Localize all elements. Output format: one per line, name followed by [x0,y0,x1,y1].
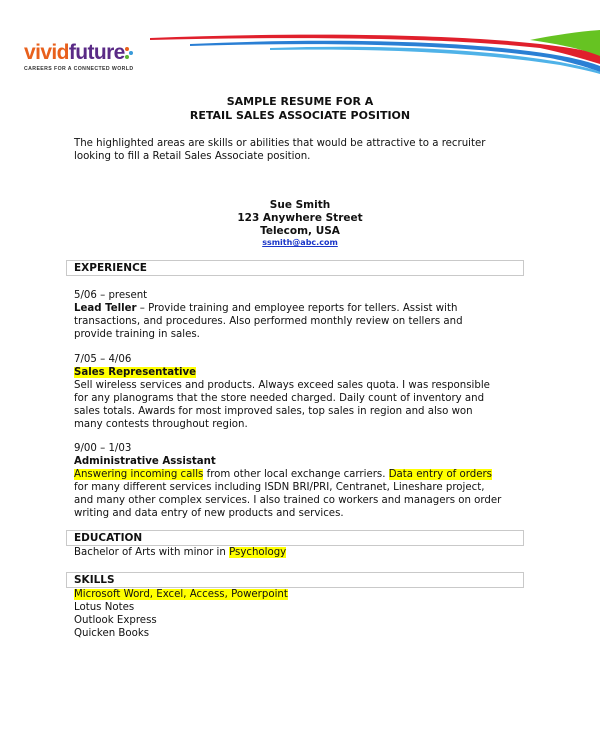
experience-section-header [66,260,524,276]
job2-desc-line1: Sell wireless services and products. Always exceed sales quota. I was responsible [74,380,490,391]
skill-item: Outlook Express [74,615,157,626]
education-heading: EDUCATION [74,532,143,544]
resume-title-line2: RETAIL SALES ASSOCIATE POSITION [189,109,411,122]
header-swoosh-graphic [150,28,600,78]
job3-desc-line3: and many other complex services. I also trained co workers and managers on order [74,495,502,506]
skill-item: Quicken Books [74,628,150,639]
skill-item: Microsoft Word, Excel, Access, Powerpoint [74,589,288,600]
job1-desc-line2: transactions, and procedures. Also performed monthly review on tellers and [74,316,463,327]
education-degree: Bachelor of Arts with minor in [74,547,230,558]
highlight-data-entry: Data entry of orders [388,469,492,480]
job3-desc-mid: from other local exchange carriers. [203,469,389,480]
contact-email-link[interactable]: ssmith@abc.com [262,238,338,247]
job2-desc-line4: many contests throughout region. [74,419,248,430]
skills-section-header [66,572,524,588]
skill-item: Lotus Notes [74,602,135,613]
logo-tagline: CAREERS FOR A CONNECTED WORLD [24,66,134,72]
highlight-answering-calls: Answering incoming calls [74,469,204,480]
job1-line1 [74,302,457,315]
logo-vivid-text: vivid [24,41,69,64]
job1-date: 5/06 – present [74,290,148,301]
resume-title-line1: SAMPLE RESUME FOR A [226,95,374,108]
contact-street: 123 Anywhere Street [237,212,363,224]
education-section-header [66,530,524,546]
job2-desc-line2: for any planograms that the store needed charged. Daily count of inventory and [74,393,485,404]
contact-name: Sue Smith [269,199,331,211]
experience-heading: EXPERIENCE [74,262,147,274]
job3-title: Administrative Assistant [74,456,216,467]
intro-line2: looking to fill a Retail Sales Associate position. [74,151,311,162]
job3-date: 9/00 – 1/03 [74,443,132,454]
job2-title: Sales Representative [74,367,197,378]
skills-heading: SKILLS [74,574,115,586]
job3-desc-line4: writing and data entry of new products and services. [74,508,344,519]
intro-line1: The highlighted areas are skills or abilities that would be attractive to a recruiter [74,138,486,149]
job3-desc-line1 [74,468,492,481]
job3-desc-line2: for many different services including ISDN BRI/PRI, Centranet, Lineshare project, [74,482,485,493]
contact-city: Telecom, USA [260,225,340,237]
vividfuture-logo [24,42,134,72]
logo-future-text: future [68,41,125,64]
job2-desc-line3: sales totals. Awards for most improved sales, top sales in region and also won [74,406,473,417]
education-minor: Psychology [229,547,287,558]
job1-desc-line1: – Provide training and employee reports for tellers. Assist with [139,303,458,314]
education-degree-line [74,546,286,559]
job2-date: 7/05 – 4/06 [74,354,132,365]
job1-title: Lead Teller [74,303,137,314]
logo-dots-icon [125,46,133,60]
job1-desc-line3: provide training in sales. [74,329,200,340]
